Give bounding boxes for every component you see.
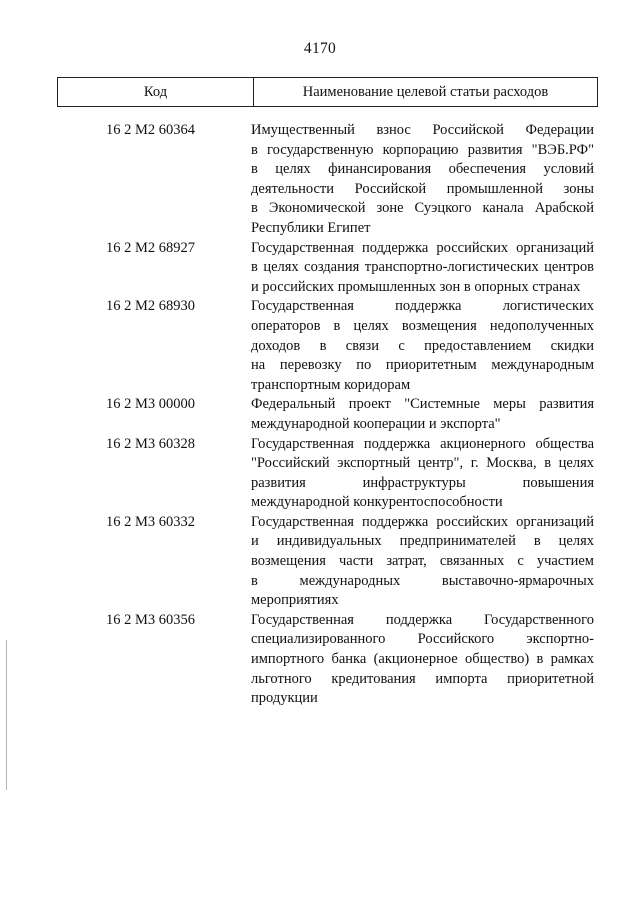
row-name-line: Федеральный проект "Системные меры развития <box>251 396 594 413</box>
table-row <box>0 297 640 395</box>
row-name-line: на перевозку по приоритетным международным <box>251 357 594 374</box>
table-row <box>0 395 640 434</box>
row-name-line: Республики Египет <box>251 219 371 236</box>
row-name-line: "Российский экспортный центр", г. Москва, в целях <box>251 455 594 472</box>
row-name-line: возмещения части затрат, связанных с участием <box>251 553 594 570</box>
row-name-line: продукции <box>251 690 318 707</box>
row-name <box>251 297 594 395</box>
row-name-line: международной конкурентоспособности <box>251 494 503 511</box>
table-body <box>0 121 640 709</box>
row-name <box>251 611 594 709</box>
row-name-line: в целях финансирования обеспечения условий <box>251 161 594 178</box>
row-name-line: Государственная поддержка акционерного общества <box>251 435 594 452</box>
row-name <box>251 435 594 513</box>
row-name-line: операторов в целях возмещения недополученных <box>251 317 594 334</box>
row-name-line: в международных выставочно-ярмарочных <box>251 572 594 589</box>
row-name-line: и индивидуальных предпринимателей в целях <box>251 533 594 550</box>
row-code: 16 2 М3 00000 <box>106 396 196 413</box>
row-name-line: импортного банка (акционерное общество) в рамках <box>251 651 594 668</box>
row-name-line: мероприятиях <box>251 592 339 609</box>
row-name-line: доходов в связи с предоставлением скидки <box>251 337 594 354</box>
row-name <box>251 239 594 298</box>
row-name-line: развития инфраструктуры повышения <box>251 474 594 491</box>
row-name-line: в Экономической зоне Суэцкого канала Арабской <box>251 200 594 217</box>
row-code: 16 2 М3 60328 <box>106 435 196 452</box>
row-name-line: Государственная поддержка Государственного <box>251 611 594 628</box>
table-row <box>0 239 640 298</box>
row-code: 16 2 М2 68930 <box>106 298 196 315</box>
row-name-line: Государственная поддержка российских организаций <box>251 513 594 530</box>
header-code: Код <box>58 78 254 106</box>
row-name <box>251 395 594 434</box>
row-name <box>251 121 594 239</box>
row-name-line: и российских промышленных зон в опорных странах <box>251 278 581 295</box>
header-name: Наименование целевой статьи расходов <box>302 83 549 100</box>
row-name-line: специализированного Российского экспортно- <box>251 631 594 648</box>
row-name-line: Государственная поддержка логистических <box>251 298 594 315</box>
table-row <box>0 121 640 239</box>
table-row <box>0 611 640 709</box>
row-code: 16 2 М2 60364 <box>106 122 196 138</box>
table-row <box>0 435 640 513</box>
row-name-line: льготного кредитования импорта приоритетной <box>251 670 594 687</box>
row-name-line: Государственная поддержка российских организаций <box>251 239 594 256</box>
row-name-line: Имущественный взнос Российской Федерации <box>251 122 594 138</box>
row-name-line: в целях создания транспортно-логистических центров <box>251 259 594 276</box>
row-name <box>251 513 594 611</box>
row-name-line: транспортным коридорам <box>251 376 411 393</box>
table-row <box>0 513 640 611</box>
table-header <box>57 77 598 107</box>
row-code: 16 2 М2 68927 <box>106 239 196 256</box>
row-name-line: деятельности Российской промышленной зоны <box>251 180 594 197</box>
row-name-line: международной кооперации и экспорта" <box>251 415 501 432</box>
row-name-line: в государственную корпорацию развития "ВЭБ.РФ" <box>251 141 594 158</box>
row-code: 16 2 М3 60356 <box>106 611 196 628</box>
row-code: 16 2 М3 60332 <box>106 513 196 530</box>
page-number: 4170 <box>303 40 337 57</box>
